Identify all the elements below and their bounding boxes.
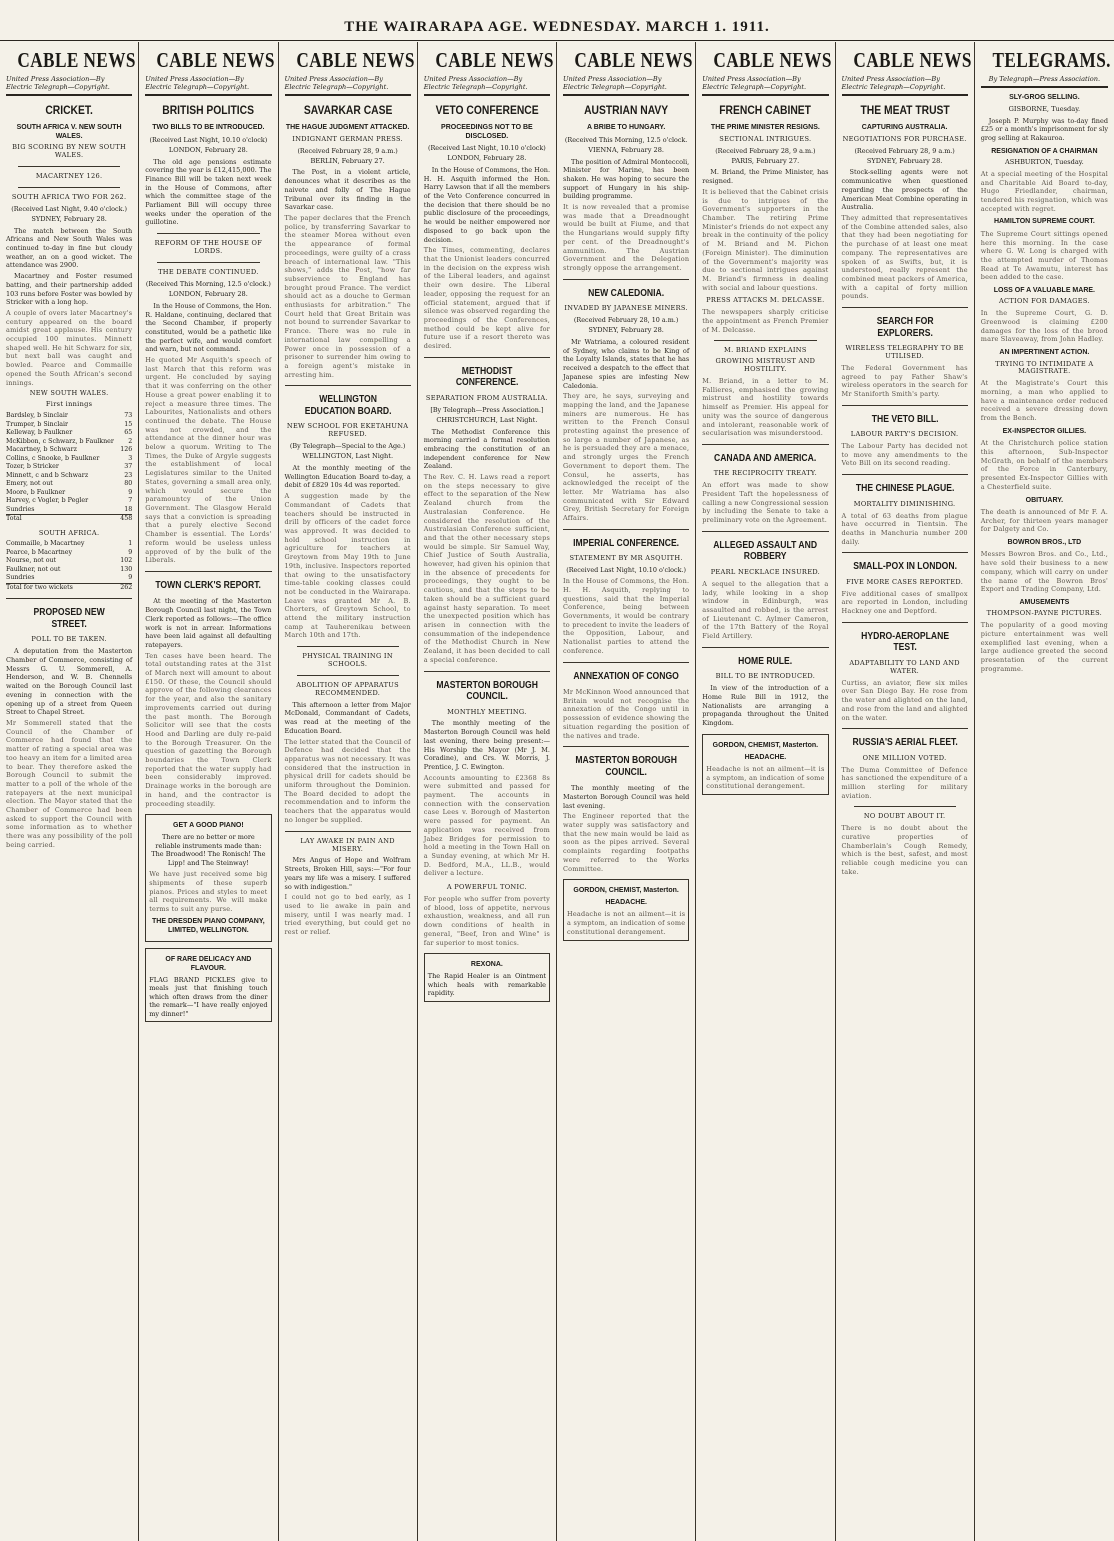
- headline: A BRIBE TO HUNGARY.: [586, 124, 666, 132]
- score-row: Sundries 18: [6, 505, 133, 513]
- column-subheader: United Press Association—By Electric Telegraph—Copyright.: [563, 75, 689, 96]
- received-line: (Received Last Night, 10.10 o'clock.): [566, 566, 687, 575]
- newspaper-columns: [0, 42, 1114, 1541]
- section-title: NEW CALEDONIA.: [588, 287, 665, 299]
- column-subheader: United Press Association—By Electric Telegraph—Copyright.: [424, 75, 550, 96]
- headline: LAY AWAKE IN PAIN AND MISERY.: [300, 836, 395, 853]
- article-paragraph: Stock-selling agents were not communicative when questioned regarding the prospects of the American Meat Combine operating in Australia.: [841, 168, 968, 212]
- ad-title: HEADACHE.: [605, 899, 647, 907]
- headline: THE PRIME MINISTER RESIGNS.: [710, 124, 820, 132]
- received-line: (Received This Morning, 12.5 o'clock.): [145, 279, 271, 288]
- score-row: Pearce, b Macartney 9: [6, 548, 133, 556]
- article-paragraph: The position of Admiral Monteccoli, Minister for Marine, has been shaken. He was hoping to secure the support of Hungary in his ship-building programme.: [563, 157, 690, 201]
- advertisement-rexona: [424, 953, 550, 1001]
- headline: MORTALITY DIMINISHING.: [853, 499, 956, 508]
- section-title: FRENCH CABINET: [719, 103, 812, 118]
- column-header: CABLE NEWS: [295, 48, 415, 72]
- scorecard-subtitle: First innings: [45, 400, 93, 409]
- column-header: CABLE NEWS: [17, 48, 136, 72]
- masthead: [0, 0, 1114, 41]
- article-paragraph: Joseph P. Murphy was to-day fined £25 or a month's imprisonment for sly grog selling at Rakauroa.: [980, 116, 1108, 142]
- section-title: TOWN CLERK'S REPORT.: [155, 579, 262, 591]
- received-line: (Received Last Night, 10.10 o'clock): [427, 144, 546, 153]
- headline: ACTION FOR DAMAGES.: [998, 297, 1090, 306]
- section-title: PROPOSED NEW STREET.: [33, 607, 105, 630]
- ad-title: GET A GOOD PIANO!: [173, 822, 244, 830]
- section-title: RUSSIA'S AERIAL FLEET.: [851, 737, 958, 749]
- column-header: CABLE NEWS: [852, 48, 972, 72]
- column-austrian-navy: CABLE NEWS United Press Association—By Electric Telegraph—Copyright. AUSTRIAN NAVY A BRIBE TO HUNGARY. (Received This Morning, 12.5 o'clock. VIENNA, February 28. The position of Admiral Monteccoli, Minister for Marine, has been shaken. He was hoping to secure the support of Hungary in his ship-building programme. It is now revealed that a promise was made that a Dreadnought would be built at Fiume, and that the Hungarians would supply fifty per cent. of the Dreadnought's ammunition. The Austrian Government and the Delegation strongly oppose the arrangement. NEW CALEDONIA. INVADED BY JAPANESE MINERS. (Received February 28, 10 a.m.) SYDNEY, February 28. Mr Watriama, a coloured resident of Sydney, who claims to be King of the Loyalty Islands, states that he has received a despatch to the effect that Japanese spies are infesting New Caledonia. They are, he says, surveying and mapping the land, and the Japanese miners are numerous. He has written to the French Consul protesting against the presence of so large a number of Japanese, as he is persuaded they are a menace, and strongly urges the French Government to deport them. The Consul, he asserts, has acknowledged the receipt of the letter. Mr Watriama has also communicated with Sir Edward Grey, British Secretary for Foreign Affairs. IMPERIAL CONFERENCE. STATEMENT BY MR ASQUITH. (Received Last Night, 10.10 o'clock.) In the House of Commons, the Hon. H. H. Asquith, replying to questions, said that the Imperial Conference, being between Governments, it would be contrary to precedent to invite the leaders of the Opposition, Labour, and Nationalist parties to attend the conference. ANNEXATION OF CONGO Mr McKinnon Wood announced that Britain would not recognise the annexation of the Congo until in possession of evidence showing the situation regarding the position of the natives and trade. MASTERTON BOROUGH COUNCIL. The monthly meeting of the Masterton Borough Council was held last evening. The Engineer reported that the water supply was satisfactory and that the new main would be laid as soon as the pipes arrived. Several complaints regarding footpaths were referred to the Works Committee. GORDON, CHEMIST, Masterton. HEADACHE. Headache is not an ailment—it is a symptom, an indication of some constitutional derangement.: [557, 42, 696, 1541]
- article-paragraph: Mrs Angus of Hope and Wolfram Streets, Broken Hill, says:—"For four years my life was a misery. I suffered so with indigestion.": [284, 856, 411, 891]
- received-line: (Received Last Night, 10.10 o'clock): [149, 135, 268, 144]
- headline: GROWING MISTRUST AND HOSTILITY.: [715, 357, 816, 374]
- score-row: Harvey, c Vogler, b Pegler 7: [6, 497, 133, 505]
- headline: NO DOUBT ABOUT IT.: [863, 812, 946, 821]
- ad-firm: GORDON, CHEMIST, Masterton.: [573, 887, 679, 895]
- received-line: (Received Last Night, 9.40 o'clock.): [11, 204, 127, 213]
- headline: BIG SCORING BY NEW SOUTH WALES.: [12, 143, 127, 159]
- headline: SEPARATION FROM AUSTRALIA.: [425, 393, 548, 402]
- received-line: (Received February 28, 9 a.m.): [715, 146, 816, 155]
- headline: REFORM OF THE HOUSE OF LORDS.: [154, 239, 263, 256]
- article-paragraph: Mr Watriama, a coloured resident of Sydney, who claims to be King of the Loyalty Islands, states that he has received a despatch to the effect that Japanese spies are infesting New Caledonia.: [563, 338, 690, 390]
- dateline: CHRISTCHURCH, Last Night.: [436, 415, 538, 424]
- newspaper-masthead-title: THE WAIRARAPA AGE. WEDNESDAY. MARCH 1. 1911.: [344, 19, 770, 35]
- column-subheader: By Telegraph—Press Association.: [981, 75, 1108, 88]
- dateline: SYDNEY, February 28.: [31, 214, 107, 223]
- section-title: MASTERTON BOROUGH COUNCIL.: [575, 755, 677, 778]
- received-line: (Received February 28, 10 a.m.): [573, 316, 679, 325]
- headline: ONE MILLION VOTED.: [862, 753, 947, 762]
- column-subheader: United Press Association—By Electric Telegraph—Copyright.: [145, 75, 271, 96]
- section-title: VETO CONFERENCE: [435, 103, 539, 118]
- score-row: Minnett, c and b Schwarz 23: [6, 471, 133, 479]
- article-paragraph: The Methodist Conference this morning carried a formal resolution embracing the constitution of an independent conference for New Zealand.: [423, 427, 550, 471]
- received-line: (Received This Morning, 12.5 o'clock.: [564, 135, 688, 144]
- advertisement-pickles: [145, 948, 271, 1022]
- column-meat-trust: CABLE NEWS United Press Association—By Electric Telegraph—Copyright. THE MEAT TRUST CAPTURING AUSTRALIA. NEGOTIATIONS FOR PURCHASE. (Received February 28, 9 a.m.) SYDNEY, February 28. Stock-selling agents were not communicative when questioned regarding the prospects of the American Meat Combine operating in Australia. They admitted that representatives of the Combine attended sales, also that they had been negotiating for the purchase of at least one meat company. The representatives are spoken of as Swifts, but, it is understood, really represent the combined meat packers of America, with a capital of forty million pounds. SEARCH FOR EXPLORERS. WIRELESS TELEGRAPHY TO BE UTILISED. The Federal Government has agreed to pay Father Shaw's wireless operators in the search for Mr Staniforth Smith's party. THE VETO BILL. LABOUR PARTY'S DECISION. The Labour Party has decided not to move any amendments to the Veto Bill on its second reading. THE CHINESE PLAGUE. MORTALITY DIMINISHING. A total of 63 deaths from plague have occurred in Tientsin. The deaths in Manchuria number 200 daily. SMALL-POX IN LONDON. FIVE MORE CASES REPORTED. Five additional cases of smallpox are reported in London, including Hackney one and Deptford. HYDRO-AEROPLANE TEST. ADAPTABILITY TO LAND AND WATER. Curtiss, an aviator, flew six miles over San Diego Bay. He rose from the water and alighted on the land, and rose from the land and alighted on the water. RUSSIA'S AERIAL FLEET. ONE MILLION VOTED. The Duma Committee of Defence has sanctioned the expenditure of a million sterling for military aviation. NO DOUBT ABOUT IT. There is no doubt about the curative properties of Chamberlain's Cough Remedy, which is the best, safest, and most reliable cough medicine you can take.: [836, 42, 975, 1541]
- score-row: Emery, not out 80: [6, 480, 133, 488]
- article-paragraph: Macartney and Foster resumed batting, and their partnership added 103 runs before Foster was bowled by Stricker with a long hop.: [6, 272, 133, 307]
- column-french-cabinet: CABLE NEWS United Press Association—By Electric Telegraph—Copyright. FRENCH CABINET THE PRIME MINISTER RESIGNS. SECTIONAL INTRIGUES. (Received February 28, 9 a.m.) PARIS, February 27. M. Briand, the Prime Minister, has resigned. It is believed that the Cabinet crisis is due to intrigues of the Government's supporters in the Chamber. The retiring Prime Minister's friends do not expect any break in the continuity of the policy of M. Briand and M. Pichon (Foreign Minister). The diminution of the Government's majority was due to sectional intrigues against M. Briand's firmness in dealing with social and labour questions. PRESS ATTACKS M. DELCASSE. The newspapers sharply criticise the appointment as French Premier of M. Delcasse. M. BRIAND EXPLAINS GROWING MISTRUST AND HOSTILITY. M. Briand, in a letter to M. Fallieres, emphasised the growing mistrust and hostility towards himself as Premier. His appeal for unity was the source of dangerous and intolerant, reasonable work of secularisation was misunderstood. CANADA AND AMERICA. THE RECIPROCITY TREATY. An effort was made to show President Taft the hopelessness of calling a new Congressional session by including the Senate to take a preliminary vote on the Agreement. ALLEGED ASSAULT AND ROBBERY PEARL NECKLACE INSURED. A sequel to the allegation that a lady, while looking in a shop window in Edinburgh, was assaulted and robbed, is the arrest of Lieutenant C. Aylmer Cameron, of the 17th Battery of the Royal Field Artillery. HOME RULE. BILL TO BE INTRODUCED. In view of the introduction of a Home Rule Bill in 1912, the Nationalists are arranging a propaganda throughout the United Kingdom. GORDON, CHEMIST, Masterton. HEADACHE. Headache is not an ailment—it is a symptom, an indication of some constitutional derangement.: [696, 42, 835, 1541]
- article-paragraph: In view of the introduction of a Home Rule Bill in 1912, the Nationalists are arranging a propaganda throughout the United Kingdom.: [702, 684, 829, 727]
- article-paragraph: In the House of Commons, the Hon. R. Haldane, continuing, declared that the Second Chamber, if properly constituted, would be a pathetic like the perfect wife, and would comfort and warn, but not command.: [145, 301, 272, 354]
- column-subheader: United Press Association—By Electric Telegraph—Copyright.: [842, 75, 968, 96]
- column-subheader: United Press Association—By Electric Telegraph—Copyright.: [6, 75, 132, 96]
- score-row: Trumper, b Sinclair 15: [6, 420, 133, 428]
- ad-firm: GORDON, CHEMIST, Masterton.: [712, 741, 819, 749]
- section-title: METHODIST CONFERENCE.: [455, 365, 519, 389]
- received-line: (Received February 28, 9 a.m.): [297, 146, 398, 155]
- advertisement-headache: GORDON, CHEMIST, Masterton. HEADACHE. Headache is not an ailment—it is a symptom, an indication of some constitutional derangement.: [563, 879, 689, 940]
- dateline: PARIS, February 27.: [731, 156, 800, 165]
- ad-firm: THE DRESDEN PIANO COMPANY, LIMITED, WELLINGTON.: [152, 917, 265, 934]
- headline: PROCEEDINGS NOT TO BE DISCLOSED.: [441, 124, 533, 140]
- section-title: SLY-GROG SELLING.: [1009, 94, 1080, 102]
- headline: PRESS ATTACKS M. DELCASSE.: [706, 296, 825, 305]
- headline: NEW SCHOOL FOR EKETAHUNA REFUSED.: [286, 422, 409, 439]
- section-title: SAVARKAR CASE: [303, 103, 392, 118]
- dateline: SYDNEY, February 28.: [866, 156, 943, 165]
- headline: INVADED BY JAPANESE MINERS.: [564, 304, 688, 313]
- section-title: THE VETO BILL.: [871, 413, 938, 425]
- headline: AMUSEMENTS: [1019, 598, 1070, 606]
- score-total: Total for two wickets 262: [6, 583, 133, 591]
- column-veto-conference: CABLE NEWS United Press Association—By Electric Telegraph—Copyright. VETO CONFERENCE PROCEEDINGS NOT TO BE DISCLOSED. (Received Last Night, 10.10 o'clock) LONDON, February 28. In the House of Commons, the Hon. H. H. Asquith informed the Hon. Harry Lawson that if all the members of the Veto Conference concurred in the decision that there should be no public disclosure of the proceedings, he would be neither empowered nor disposed to go back upon the decision. The Times, commenting, declares that the Unionist leaders concurred in the decision on the express wish of the Liberal leaders, and against their own desire. The Liberal leader, opposing the request for an official statement, argued that if silence was observed regarding the proceedings of the Conferences, method could be kept alive for future use if a resort thereto was desired. METHODIST CONFERENCE. SEPARATION FROM AUSTRALIA. [By Telegraph—Press Association.] CHRISTCHURCH, Last Night. The Methodist Conference this morning carried a formal resolution embracing the constitution of an independent conference for New Zealand. The Rev. C. H. Laws read a report on the steps necessary to give effect to the separation of the New Zealand church from the Australasian Conference. He considered the resolution of the Australasian Conference sufficient, and that the other necessary steps would be simple. Sir Samuel Way, Chief Justice of South Australia, however, had given his opinion that in the absence of precedents for proceedings, they ought to be cautious, and that the steps to be taken should be a sufficient guard against hasty separation. To meet the unexpected position which has arisen in connection with the consummation of the independence of the Methodist Church in New Zealand, it has been decided to call a special conference. MASTERTON BOROUGH COUNCIL. MONTHLY MEETING. The monthly meeting of the Masterton Borough Council was held last evening, there being present:—His Worship the Mayor (Mr J. M. Coradine), and Crs. W. Morris, J. Prentice, J. C. Ewington. Accounts amounting to £2368 8s were submitted and passed for payment. The accounts in connection with the conservation case Lees v. Borough of Masterton were passed for payment. An application was received from Jabez Bridges for permission to hold a meeting in the Town Hall on a Sunday evening, at which Mr H. D. Bedford, M.A., LL.B., would deliver a lecture. A POWERFUL TONIC. For people who suffer from poverty of blood, loss of appetite, nervous exhaustion, weakness, and all run down conditions of health in general, "Beef, Iron and Wine" is far superior to most tonics. REXONA. The Rapid Healer is an Ointment which heals with remarkable rapidity.: [418, 42, 557, 1541]
- column-header: CABLE NEWS: [713, 48, 833, 72]
- section-title: THE MEAT TRUST: [859, 103, 950, 118]
- headline: BILL TO BE INTRODUCED.: [715, 672, 816, 681]
- headline: CAPTURING AUSTRALIA.: [861, 124, 948, 132]
- section-title: BRITISH POLITICS: [162, 103, 255, 118]
- headline: ABOLITION OF APPARATUS RECOMMENDED.: [296, 680, 399, 697]
- section-title: SEARCH FOR EXPLORERS.: [876, 316, 934, 339]
- advertisement-piano: GET A GOOD PIANO! There are no better or more reliable instruments made than: The Broadwood! The Ronisch! The Lipp! and The Steinway! We have just received some big shipments of these superb pianos. Prices and styles to meet all requirements. We will make terms to suit any purse. THE DRESDEN PIANO COMPANY, LIMITED, WELLINGTON.: [145, 814, 271, 942]
- section-title: IMPERIAL CONFERENCE.: [573, 537, 680, 549]
- ad-text: The Rapid Healer is an Ointment which heals with remarkable rapidity.: [427, 972, 546, 998]
- column-header: CABLE NEWS: [574, 48, 693, 72]
- column-header: TELEGRAMS.: [992, 48, 1111, 72]
- section-title: AUSTRIAN NAVY: [584, 103, 669, 118]
- scorecard-nsw: [6, 412, 132, 524]
- headline: AN IMPERTINENT ACTION.: [999, 349, 1090, 357]
- headline: A POWERFUL TONIC.: [446, 883, 527, 892]
- dateline: SYDNEY, February 28.: [588, 326, 664, 335]
- article-paragraph: The old age pensions estimate covering the year is £12,415,000. The Finance Bill will be taken next week in the House of Commons, after which the committee stage of the Parliament Bill will occupy three weeks under the operation of the guillotine.: [145, 157, 272, 227]
- headline: RESIGNATION OF A CHAIRMAN: [991, 147, 1098, 155]
- column-header: CABLE NEWS: [435, 48, 554, 72]
- score-row: Bardsley, b Sinclair 73: [6, 412, 133, 420]
- score-row: Nourse, not out 102: [6, 557, 133, 565]
- score-row: Commaille, b Macartney 1: [6, 540, 133, 548]
- dateline: LONDON, February 28.: [168, 289, 248, 298]
- dateline: VIENNA, February 28.: [588, 145, 665, 154]
- score-row: Collins, c Snooke, b Faulkner 3: [6, 454, 133, 462]
- headline: SECTIONAL INTRIGUES.: [719, 134, 812, 143]
- dateline: LONDON, February 28.: [447, 154, 527, 163]
- score-row: Faulkner, not out 130: [6, 565, 133, 573]
- headline: FIVE MORE CASES REPORTED.: [846, 577, 964, 586]
- headline: NEGOTIATIONS FOR PURCHASE.: [842, 134, 967, 143]
- section-title: MASTERTON BOROUGH COUNCIL.: [436, 679, 538, 703]
- section-title: SMALL-POX IN LONDON.: [852, 561, 957, 573]
- headline: STATEMENT BY MR ASQUITH.: [569, 554, 683, 563]
- section-title: HYDRO-AEROPLANE TEST.: [860, 630, 949, 654]
- headline: HAMILTON SUPREME COURT.: [993, 218, 1095, 226]
- section-title: CRICKET.: [45, 103, 93, 118]
- dateline: WELLINGTON, Last Night.: [302, 452, 394, 461]
- score-row: Tozer, b Stricker 37: [6, 463, 133, 471]
- section-title: WELLINGTON EDUCATION BOARD.: [304, 394, 392, 417]
- ad-text: FLAG BRAND PICKLES give to meals just that finishing touch which often draws from the diner the remark—"I have really enjoyed my dinner!": [149, 976, 268, 1018]
- article-paragraph: M. Briand, the Prime Minister, has resigned.: [702, 168, 829, 186]
- ad-title: REXONA.: [470, 961, 503, 969]
- column-header: CABLE NEWS: [156, 48, 276, 72]
- headline: LOSS OF A VALUABLE MARE.: [993, 287, 1095, 295]
- headline: THE HAGUE JUDGMENT ATTACKED.: [285, 124, 410, 132]
- column-british-politics: CABLE NEWS United Press Association—By Electric Telegraph—Copyright. BRITISH POLITICS TWO BILLS TO BE INTRODUCED. (Received Last Night, 10.10 o'clock) LONDON, February 28. The old age pensions estimate covering the year is £12,415,000. The Finance Bill will be taken next week in the House of Commons, after which the committee stage of the Parliament Bill will occupy three weeks under the operation of the guillotine. REFORM OF THE HOUSE OF LORDS. THE DEBATE CONTINUED. (Received This Morning, 12.5 o'clock.) LONDON, February 28. In the House of Commons, the Hon. R. Haldane, continuing, declared that the Second Chamber, if properly constituted, would be a pathetic like the perfect wife, and would comfort and warn, but not command. He quoted Mr Asquith's speech of last March that this reform was urgent. He concluded by saying that it was conferring on the other House a great power enabling it to reject a measure three times. The Labourites, Nationalists and others continued the debate. The House was not crowded, and the attendance at the dinner hour was below a quorum. Writing to The Times, the Duke of Argyle suggests the establishment of local Legislatures similar to the United States, governing a small area only, which would secure the paramountcy of the Union Government. The Glasgow Herald says that a conviction is spreading that a purely elective Second Chamber is essential. The Lords' reform would be useless unless approved of by the bulk of the Liberals. TOWN CLERK'S REPORT. At the meeting of the Masterton Borough Council last night, the Town Clerk reported as follows:—The office work is not in arrear. Informations have been laid against all defaulting ratepayers. Ten cases have been heard. The total outstanding rates at the 31st of March next will amount to about £150. Of these, the Council should approve of the following clearances for the year, and also the sanitary improvements carried out during the past month. The Borough Solicitor will see that the costs Hood and Darling are duly re-paid to the Borough Treasurer. On the question of gazetting the Borough boundaries the Town Clerk reported that the water supply had been considerably improved. Drainage works in the borough are in hand, and the contractor is proceeding steadily. GET A GOOD PIANO! There are no better or more reliable instruments made than: The Broadwood! The Ronisch! The Lipp! and The Steinway! We have just received some big shipments of these superb pianos. Prices and styles to meet all requirements. We will make terms to suit any purse. THE DRESDEN PIANO COMPANY, LIMITED, WELLINGTON. OF RARE DELICACY AND FLAVOUR. FLAG BRAND PICKLES give to meals just that finishing touch which often draws from the diner the remark—"I have really enjoyed my dinner!": [139, 42, 278, 1541]
- score-row: McKibbon, c Schwarz, b Faulkner 2: [6, 437, 133, 445]
- column-cricket: CABLE NEWS United Press Association—By Electric Telegraph—Copyright. CRICKET. SOUTH AFRICA V. NEW SOUTH WALES. BIG SCORING BY NEW SOUTH WALES. MACARTNEY 126. SOUTH AFRICA TWO FOR 262. (Received Last Night, 9.40 o'clock.) SYDNEY, February 28. The match between the South Africans and New South Wales was continued to-day in fine but cloudy weather, an on a good wicket. The attendance was 2900. Macartney and Foster resumed batting, and their partnership added 103 runs before Foster was bowled by Stricker with a long hop. A couple of overs later Macartney's century appeared on the board amidst great applause. His century occupied 100 minutes. Minnett shaped well. He hit Schwarz for six, but next ball was caught and bowled. Pearce and Commaille opened the South African's second innings. NEW SOUTH WALES. First innings Bardsley, b Sinclair 73 Trumper, b Sinclair 15 Kelleway, b Faulkner 65 McKibbon, c Schwarz, b Faulkner 2 Macartney, b Schwarz 126 Collins, c Snooke, b Faulkner 3 Tozer, b Stricker 37 Minnett, c and b Schwarz 23 Emery, not out 80 Moore, b Faulkner 9 Harvey, c Vogler, b Pegler 7 Sundries 18 Total 458 SOUTH AFRICA. Commaille, b Macartney 1 Pearce, b Macartney 9 Nourse, not out 102 Faulkner, not out 130 Sundries 9 Total for two wickets 262 PROPOSED NEW STREET. POLL TO BE TAKEN. A deputation from the Masterton Chamber of Commerce, consisting of Messrs G. U. Sommerell, A. Henderson, and W. B. Chennells waited on the Borough Council last evening in connection with the opening up of a street from Queen Street to Chapel Street. Mr Sommerell stated that the Council of the Chamber of Commerce had found that the matter of rating a special area was too heavy an item for a limited area to bear. They therefore asked the Borough Council to submit the matter to a poll of the whole of the ratepayers at the next municipal election. The Mayor stated that the Chamber of Commerce had been asked to support the Council with some information as to whether there was any possibility of the poll being carried.: [0, 42, 139, 1541]
- headline: INDIGNANT GERMAN PRESS.: [292, 134, 403, 143]
- headline: THE DEBATE CONTINUED.: [158, 268, 259, 276]
- scorecard-sa: [6, 540, 132, 592]
- headline: BOWRON BROS., LTD: [1007, 539, 1082, 546]
- headline: WIRELESS TELEGRAPHY TO BE UTILISED.: [845, 344, 964, 360]
- article-paragraph: The monthly meeting of the Masterton Borough Council was held last evening.: [563, 784, 690, 810]
- received-line: (By Telegraph—Special to the Age.): [289, 442, 406, 451]
- article-paragraph: At the monthly meeting of the Wellington Education Board to-day, a debit of £829 10s 4d was reported.: [284, 464, 411, 490]
- headline: TWO BILLS TO BE INTRODUCED.: [152, 124, 265, 132]
- article-paragraph: The Post, in a violent article, denounces what it describes as the naivete and folly of The Hague Tribunal over its finding in the Savarkar case.: [284, 168, 411, 212]
- column-savarkar-case: CABLE NEWS United Press Association—By Electric Telegraph—Copyright. SAVARKAR CASE THE HAGUE JUDGMENT ATTACKED. INDIGNANT GERMAN PRESS. (Received February 28, 9 a.m.) BERLIN, February 27. The Post, in a violent article, denounces what it describes as the naivete and folly of The Hague Tribunal over its finding in the Savarkar case. The paper declares that the French police, by transferring Savarkar to the steamer Morea without even the appearance of formal proceedings, were guilty of a crass breach of international law. "This shows," adds the Post, "how far subservience to England has brought proud France. The verdict should act as a douche to German enthusiasts for arbitration." The Court held that Great Britain was not bound to surrender Savarkar to France. There was no rule in international law compelling a Power once in possession of a prisoner to surrender him owing to a foreign agent's mistake in arresting him. WELLINGTON EDUCATION BOARD. NEW SCHOOL FOR EKETAHUNA REFUSED. (By Telegraph—Special to the Age.) WELLINGTON, Last Night. At the monthly meeting of the Wellington Education Board to-day, a debit of £829 10s 4d was reported. A suggestion made by the Commandant of Cadets that teachers should be instructed in drill by officers of the cadet force was approved. It was decided to hold school instruction in agriculture for teachers at Greytown from May 19th to June 19th, inclusive. Inspectors reported that owing to the unsatisfactory time-table cooking classes could not be conducted in the Wairarapa. Leave was granted Mr A. B. Chorters, of Greytown School, to attend the military instruction camp at Tauherenikau between March 10th and 17th. PHYSICAL TRAINING IN SCHOOLS. ABOLITION OF APPARATUS RECOMMENDED. This afternoon a letter from Major McDonald, Commandant of Cadets, was read at the meeting of the Education Board. The letter stated that the Council of Defence had decided that the apparatus was not necessary. It was considered that the instruction in physical drill for cadets should be uniform throughout the Dominion. The Board decided to adopt the recommendation and to inform the teachers that the apparatus would no longer be supplied. LAY AWAKE IN PAIN AND MISERY. Mrs Angus of Hope and Wolfram Streets, Broken Hill, says:—"For four years my life was a misery. I suffered so with indigestion." I could not go to bed early, as I used to lie awake in pain and misery, until I was nearly mad. I tried everything, but could get no rest or relief.: [279, 42, 418, 1541]
- headline: THE RECIPROCITY TREATY.: [713, 469, 817, 478]
- ad-title: HEADACHE.: [744, 753, 787, 761]
- dateline: GISBORNE, Tuesday.: [1008, 104, 1081, 113]
- headline: ADAPTABILITY TO LAND AND WATER.: [849, 658, 960, 675]
- headline: M. BRIAND EXPLAINS: [724, 346, 807, 355]
- headline: THOMPSON-PAYNE PICTURES.: [986, 609, 1103, 618]
- scorecard-title: NEW SOUTH WALES.: [29, 389, 109, 398]
- article-paragraph: At the meeting of the Masterton Borough Council last night, the Town Clerk reported as follows:—The office work is not in arrear. Informations have been laid against all defaulting ratepayers.: [145, 597, 272, 649]
- article-paragraph: The match between the South Africans and New South Wales was continued to-day in fine but cloudy weather, an on a good wicket. The attendance was 2900.: [6, 226, 133, 270]
- dateline: BERLIN, February 27.: [310, 156, 385, 165]
- article-paragraph: A deputation from the Masterton Chamber of Commerce, consisting of Messrs G. U. Sommerell, A. Henderson, and W. B. Chennells waited on the Borough Council last evening in connection with the opening up of a street from Queen Street to Chapel Street.: [6, 647, 133, 717]
- score-row: Kelleway, b Faulkner 65: [6, 429, 133, 437]
- score-row: Macartney, b Schwarz 126: [6, 446, 133, 454]
- headline: PEARL NECKLACE INSURED.: [710, 567, 821, 576]
- headline: MONTHLY MEETING.: [447, 707, 527, 716]
- section-title: CANADA AND AMERICA.: [714, 452, 817, 464]
- received-line: (Received February 28, 9 a.m.): [854, 146, 955, 155]
- scorecard-title: SOUTH AFRICA.: [38, 528, 100, 537]
- score-total: Total 458: [6, 515, 133, 523]
- advertisement-headache: GORDON, CHEMIST, Masterton. HEADACHE. Headache is not an ailment—it is a symptom, an indication of some constitutional derangement.: [702, 734, 828, 795]
- section-title: HOME RULE.: [738, 655, 793, 667]
- headline: OBITUARY.: [1025, 496, 1064, 504]
- received-line: [By Telegraph—Press Association.]: [430, 405, 544, 414]
- headline: EX-INSPECTOR GILLIES.: [1002, 427, 1087, 435]
- column-subheader: United Press Association—By Electric Telegraph—Copyright.: [702, 75, 828, 96]
- headline: LABOUR PARTY'S DECISION.: [850, 430, 959, 439]
- column-telegrams: TELEGRAMS. By Telegraph—Press Association. SLY-GROG SELLING. GISBORNE, Tuesday. Joseph P. Murphy was to-day fined £25 or a month's imprisonment for sly grog selling at Rakauroa. RESIGNATION OF A CHAIRMAN ASHBURTON, Tuesday. At a special meeting of the Hospital and Charitable Aid Board to-day, Hugo Friedlander, chairman, tendered his resignation, which was accepted with regret. HAMILTON SUPREME COURT. The Supreme Court sittings opened here this morning. In the case where G. W. Long is charged with the attempted murder of Thomas Read at Te Awamutu, interest has been added to the case. LOSS OF A VALUABLE MARE. ACTION FOR DAMAGES. In the Supreme Court, G. D. Greenwood is claiming £200 damages for the loss of the brood mare Slaveaway, from John Hadley. AN IMPERTINENT ACTION. TRYING TO INTIMIDATE A MAGISTRATE. At the Magistrate's Court this morning, a man who applied to have a maintenance order reduced received a severe dressing down from the Bench. EX-INSPECTOR GILLIES. At the Christchurch police station this afternoon, Sub-Inspector McGrath, on behalf of the members of the Force in Canterbury, presented Ex-Inspector Gillies with a Chesterfield suite. OBITUARY. The death is announced of Mr F. A. Archer, for thirteen years manager for Dalgety and Co. BOWRON BROS., LTD Messrs Bowron Bros. and Co., Ltd., have sold their business to a new company, which will carry on under the name of the Bowron Bros' Export and Trading Company, Ltd. AMUSEMENTS THOMPSON-PAYNE PICTURES. The popularity of a good moving picture entertainment was well exemplified last evening, when a large audience greeted the second presentation of the current programme.: [980, 48, 1111, 673]
- headline: POLL TO BE TAKEN.: [31, 635, 107, 644]
- dateline: LONDON, February 28.: [168, 145, 248, 154]
- score-row: Sundries 9: [6, 574, 133, 582]
- headline: TRYING TO INTIMIDATE A MAGISTRATE.: [995, 359, 1094, 376]
- dateline: ASHBURTON, Tuesday.: [1005, 158, 1084, 167]
- section-title: ALLEGED ASSAULT AND ROBBERY: [713, 539, 818, 563]
- headline: SOUTH AFRICA TWO FOR 262.: [11, 192, 127, 201]
- section-title: THE CHINESE PLAGUE.: [855, 483, 954, 495]
- score-row: Moore, b Faulkner 9: [6, 488, 133, 496]
- article-paragraph: In the House of Commons, the Hon. H. H. Asquith informed the Hon. Harry Lawson that if all the members of the Veto Conference concurred in the decision that there should be no public disclosure of the proceedings, he would be neither empowered nor disposed to go back upon the decision.: [423, 165, 551, 244]
- section-title: ANNEXATION OF CONGO: [573, 670, 679, 682]
- article-paragraph: The monthly meeting of the Masterton Borough Council was held last evening, there being present:—His Worship the Mayor (Mr J. M. Coradine), and Crs. W. Morris, J. Prentice, J. C. Ewington.: [423, 719, 550, 771]
- article-paragraph: This afternoon a letter from Major McDonald, Commandant of Cadets, was read at the meeting of the Education Board.: [284, 700, 411, 735]
- headline: MACARTNEY 126.: [35, 171, 103, 180]
- ad-text: There are no better or more reliable instruments made than: The Broadwood! The Ronisch! The Lipp! and The Steinway!: [151, 833, 266, 867]
- headline: SOUTH AFRICA V. NEW SOUTH WALES.: [16, 124, 122, 140]
- headline: PHYSICAL TRAINING IN SCHOOLS.: [302, 652, 393, 669]
- column-subheader: United Press Association—By Electric Telegraph—Copyright.: [285, 75, 411, 96]
- ad-title: OF RARE DELICACY AND FLAVOUR.: [165, 955, 252, 972]
